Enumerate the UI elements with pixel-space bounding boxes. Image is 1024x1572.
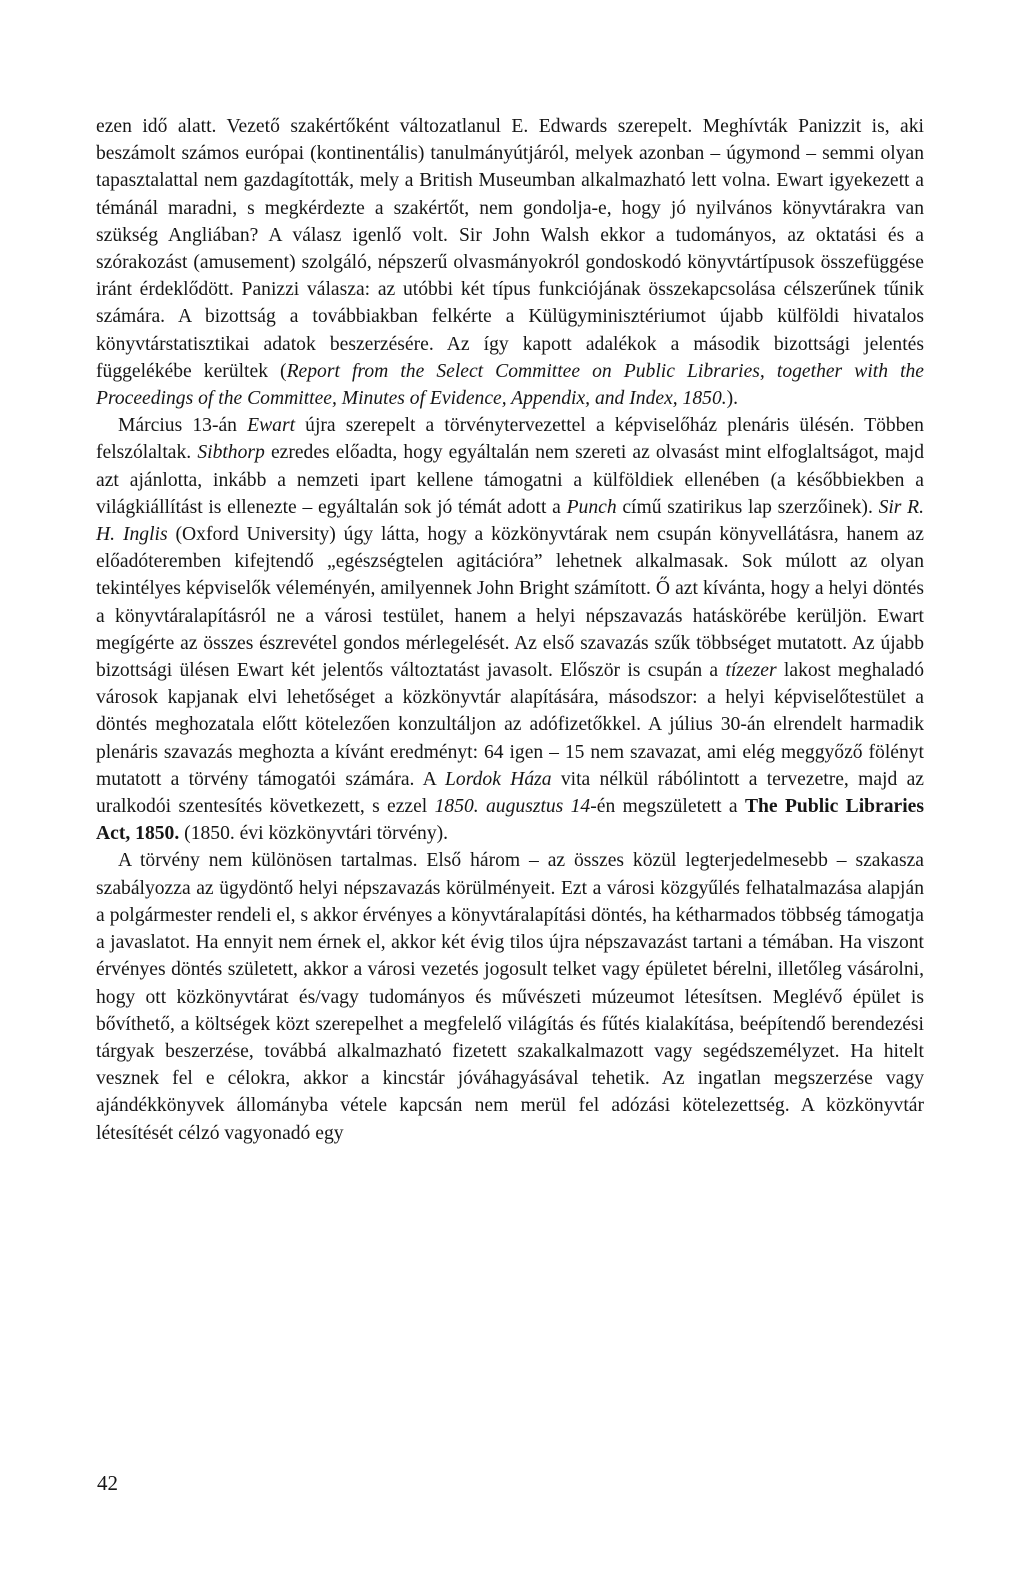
text-run: című szatirikus lap szerzőinek). xyxy=(616,496,879,518)
italic-text-run: Report from the Select Committee on Public Libraries, together with the Proceedings of the Committee, Minutes of Evidence, Appendix, and Index, 1850. xyxy=(96,360,925,410)
text-run: -én megszületett a xyxy=(590,796,745,818)
paragraph-3 xyxy=(96,847,924,1146)
body-text xyxy=(96,113,924,1147)
text-run: ezredes előadta, hogy egyáltalán nem szereti az olvasást mint elfoglaltságot, majd azt ajánlotta, inkább a nemzeti ipart kellene támogatni a külföldiek ellenében (a későbbiekben a világkiállítást is ellenezte – egyáltalán sok jó témát adott a xyxy=(96,442,925,518)
italic-text-run: Sir R. H. Inglis xyxy=(96,496,925,546)
italic-text-run: Lordok Háza xyxy=(445,768,552,790)
bold-text-run: The Public Libraries Act, 1850. xyxy=(96,796,925,845)
italic-text-run: tízezer xyxy=(725,660,777,682)
italic-text-run: 1850. augusztus 14 xyxy=(434,796,591,818)
text-run: újra szerepelt a törvénytervezettel a képviselőház plenáris ülésén. Többen felszólaltak. xyxy=(96,415,924,464)
italic-text-run: Ewart xyxy=(247,415,296,437)
text-run: Március 13-án xyxy=(118,415,248,437)
text-run: (Oxford University) úgy látta, hogy a közkönyvtárak nem csupán könyvellátásra, hanem az előadóteremben kifejtendő „egészségtelen agitációra” lehetnek alkalmasak. Sok múlott az olyan tekintélyes képviselők véleményén, amilyennek John Bright számított. Ő azt kívánta, hogy a helyi döntés a könyvtáralapításról ne a városi testület, hanem a helyi népszavazás hatáskörébe kerüljön. Ewart megígérte az összes észrevétel gondos mérlegelését. Az első szavazás szűk többséget mutatott. Az újabb bizottsági ülésen Ewart két jelentős változtatást javasolt. Először is csupán a xyxy=(96,524,925,682)
paragraph-2 xyxy=(96,412,924,847)
text-run: ezen idő alatt. Vezető szakértőként változatlanul E. Edwards szerepelt. Meghívták Panizzit is, aki beszámolt számos európai (kontinentális) tanulmányútjáról, melyek azonban – úgymond – semmi olyan tapasztalattal nem gazdagították, mely a British Museumban alkalmazható lett volna. Ewart igyekezett a témánál maradni, s megkérdezte a szakértőt, nem gondolja-e, hogy jó nyilvános könyvtárakra van szükség Angliában? A válasz igenlő volt. Sir John Walsh ekkor a tudományos, az oktatási és a szórakozást (amusement) szolgáló, népszerű olvasmányokról gondoskodó könyvtártípusok összefüggése iránt érdeklődött. Panizzi válasza: az utóbbi két típus funkciójának összekapcsolása célszerűnek tűnik számára. A bizottság a továbbiakban felkérte a Külügyminisztériumot újabb külföldi hivatalos könyvtárstatisztikai adatok beszerzésére. Az így kapott adalékok a második bizottsági jelentés függelékébe kerültek ( xyxy=(96,116,924,382)
text-run: ). xyxy=(726,388,739,410)
text-run: (1850. évi közkönyvtári törvény). xyxy=(179,823,449,845)
paragraph-1 xyxy=(96,113,924,412)
text-run: A törvény nem különösen tartalmas. Első három – az összes közül legterjedelmesebb – szakasza szabályozza az ügydöntő helyi népszavazás körülményeit. Ezt a városi közgyűlés felhatalmazása alapján a polgármester rendeli el, s akkor érvényes a könyvtáralapítási döntés, ha kétharmados többség támogatja a javaslatot. Ha ennyit nem érnek el, akkor két évig tilos újra népszavazást tartani a témában. Ha viszont érvényes döntés született, akkor a városi vezetés jogosult telket vagy épületet bérelni, illetőleg vásárolni, hogy ott közkönyvtárat és/vagy tudományos és művészeti múzeumot létesítsen. Meglévő épület is bővíthető, a költségek közt szerepelhet a megfelelő világítás és fűtés kialakítása, beépítendő berendezési tárgyak beszerzése, továbbá alkalmazható fizetett szakalkalmazott vagy segédszemélyzet. Ha hitelt vesznek fel e célokra, akkor a kincstár jóváhagyásával tehetik. Az ingatlan megszerzése vagy ajándékkönyvek állományba vétele kapcsán nem merül fel adózási kötelezettség. A közkönyvtár létesítését célzó vagyonadó egy xyxy=(96,850,924,1144)
page-number: 42 xyxy=(97,1471,118,1495)
italic-text-run: Punch xyxy=(566,496,617,518)
text-run: lakost meghaladó városok kapjanak elvi lehetőséget a közkönyvtár alapítására, másodszor: a helyi képviselőtestület a döntés meghozatala előtt kötelezően konzultáljon az adófizetőkkel. A július 30-án elrendelt harmadik plenáris szavazás meghozta a kívánt eredményt: 64 igen – 15 nem szavazat, ami elég meggyőző fölényt mutatott a törvény támogatói számára. A xyxy=(96,660,925,790)
text-run: vita nélkül rábólintott a tervezetre, majd az uralkodói szentesítés következett, s ezzel xyxy=(96,768,924,818)
italic-text-run: Sibthorp xyxy=(197,442,265,464)
